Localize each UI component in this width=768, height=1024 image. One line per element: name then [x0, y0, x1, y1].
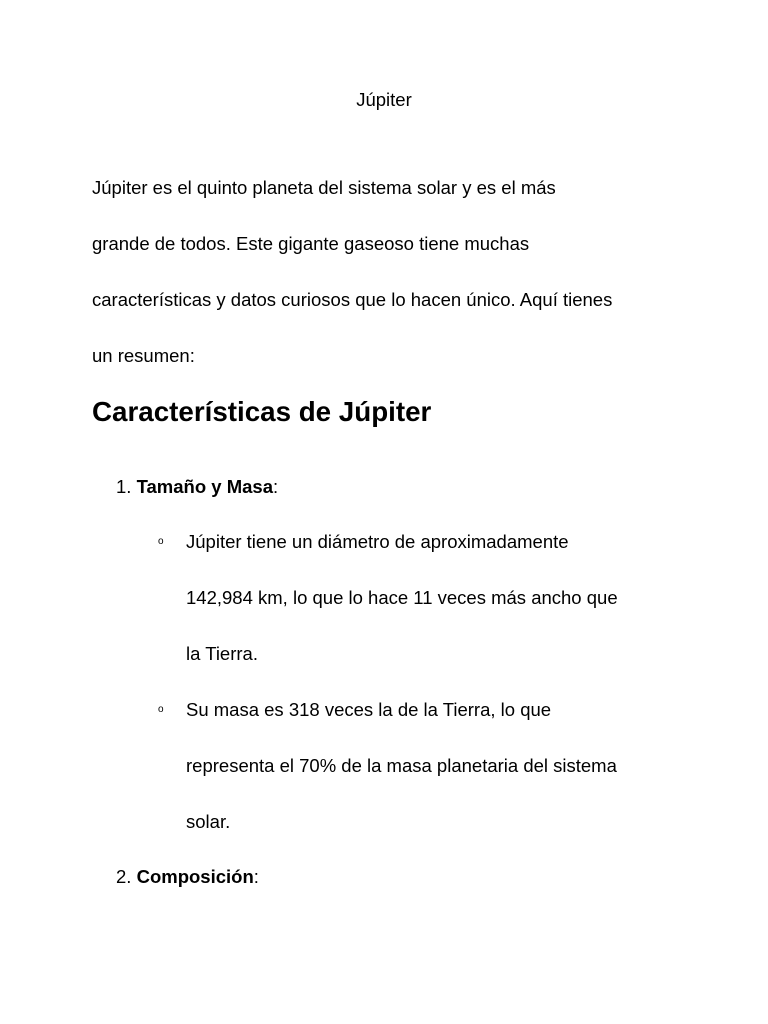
- intro-paragraph: [92, 160, 692, 384]
- item-label: Composición: [136, 866, 254, 887]
- intro-line: características y datos curiosos que lo hacen único. Aquí tienes: [92, 289, 613, 310]
- bullet-marker: o: [158, 704, 164, 715]
- item-suffix: :: [253, 866, 259, 887]
- item-suffix: :: [272, 476, 279, 497]
- numbered-item-size-mass: [116, 475, 278, 499]
- intro-line: Júpiter es el quinto planeta del sistema solar y es el más: [92, 177, 556, 198]
- bullet-text: [186, 682, 617, 850]
- bullet-marker: o: [158, 536, 164, 547]
- item-number: 2.: [116, 866, 132, 887]
- item-number: 1.: [116, 476, 132, 497]
- intro-line: grande de todos. Este gigante gaseoso tiene muchas: [92, 233, 530, 254]
- bullet-text: [186, 514, 618, 682]
- bullet-line: solar.: [186, 811, 231, 832]
- numbered-item-composition: [116, 865, 259, 889]
- bullet-line: 142,984 km, lo que lo hace 11 veces más ancho que: [186, 587, 618, 608]
- bullet-line: representa el 70% de la masa planetaria del sistema: [186, 755, 617, 776]
- bullet-line: la Tierra.: [186, 643, 258, 664]
- section-heading: Características de Júpiter: [92, 396, 432, 427]
- intro-line: un resumen:: [92, 345, 195, 366]
- item-label: Tamaño y Masa: [136, 476, 273, 497]
- bullet-line: Su masa es 318 veces la de la Tierra, lo que: [186, 699, 552, 720]
- bullet-line: Júpiter tiene un diámetro de aproximadamente: [186, 531, 569, 552]
- document-title: Júpiter: [356, 89, 412, 110]
